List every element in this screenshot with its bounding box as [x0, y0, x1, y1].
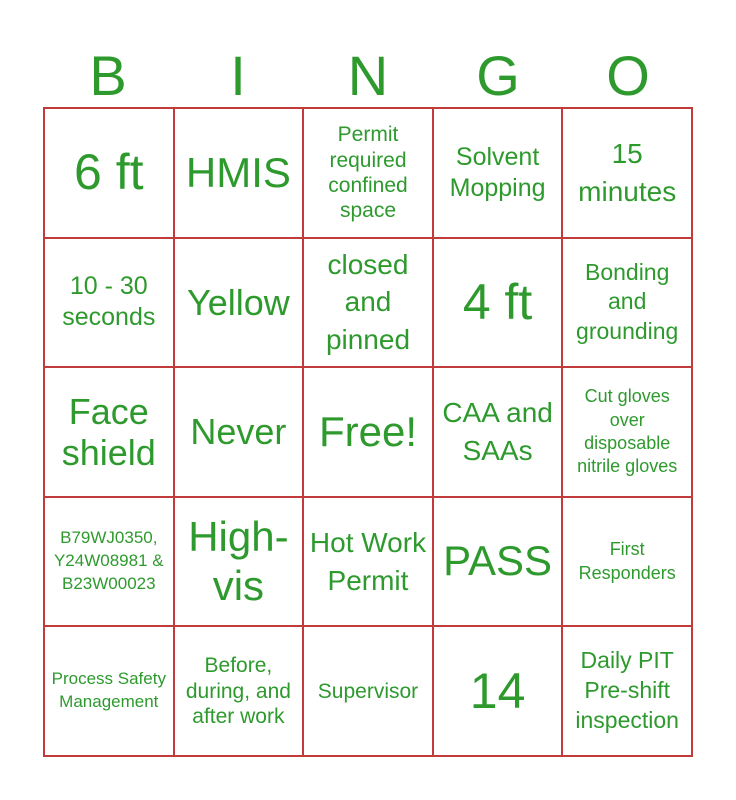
header-letter-o: O [606, 43, 650, 107]
bingo-cell[interactable]: Process Safety Management [44, 626, 174, 756]
header-letter-i: I [230, 43, 246, 107]
bingo-cell[interactable]: 6 ft [44, 108, 174, 238]
bingo-cell[interactable]: Face shield [44, 367, 174, 497]
bingo-cell[interactable]: CAA and SAAs [433, 367, 563, 497]
bingo-cell[interactable]: Bonding and grounding [562, 238, 692, 368]
bingo-cell[interactable]: High-vis [174, 497, 304, 627]
bingo-header [43, 40, 693, 110]
header-letter-b: B [89, 43, 127, 107]
bingo-cell[interactable]: Permit required confined space [303, 108, 433, 238]
bingo-board [43, 107, 693, 757]
bingo-cell[interactable]: Supervisor [303, 626, 433, 756]
free-space-cell[interactable]: Free! [303, 367, 433, 497]
bingo-cell[interactable]: 4 ft [433, 238, 563, 368]
bingo-cell[interactable]: Daily PIT Pre-shift inspection [562, 626, 692, 756]
bingo-cell[interactable]: Yellow [174, 238, 304, 368]
bingo-cell[interactable]: PASS [433, 497, 563, 627]
bingo-cell[interactable]: 14 [433, 626, 563, 756]
bingo-cell[interactable]: 10 - 30 seconds [44, 238, 174, 368]
bingo-cell[interactable]: Hot Work Permit [303, 497, 433, 627]
bingo-cell[interactable]: First Responders [562, 497, 692, 627]
bingo-cell[interactable]: Solvent Mopping [433, 108, 563, 238]
bingo-cell[interactable]: Never [174, 367, 304, 497]
header-letter-n: N [347, 43, 389, 107]
header-letter-g: G [476, 43, 520, 107]
bingo-cell[interactable]: HMIS [174, 108, 304, 238]
bingo-cell[interactable]: Cut gloves over disposable nitrile gloves [562, 367, 692, 497]
bingo-cell[interactable]: 15 minutes [562, 108, 692, 238]
bingo-cell[interactable]: Before, during, and after work [174, 626, 304, 756]
bingo-cell[interactable]: B79WJ0350, Y24W08981 & B23W00023 [44, 497, 174, 627]
bingo-cell[interactable]: closed and pinned [303, 238, 433, 368]
